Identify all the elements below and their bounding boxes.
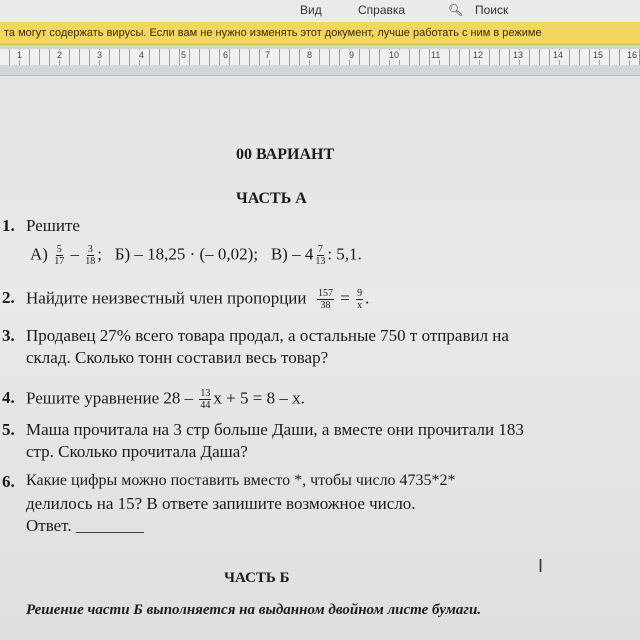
menu-bar [0,0,640,23]
q1-a-fraction-2 [85,244,95,267]
ruler-mark: 15 [593,50,604,60]
q1-number: 1. [2,216,15,235]
ruler-mark: 7 [265,50,271,60]
protected-view-bar [0,22,640,45]
q1-a-end: ; [97,244,102,264]
document-page[interactable] [0,76,640,640]
ruler-mark: 12 [473,50,484,60]
q4-prefix: Решите уравнение 28 – [26,388,194,408]
ruler-mark: 11 [431,50,441,60]
q1-a-minus: – [70,244,79,264]
fraction-numerator: 9 [357,288,363,299]
ruler-mark: 6 [223,50,229,60]
ruler-mark: 2 [57,50,63,60]
ruler[interactable] [0,45,640,76]
part-b-note: Решение части Б выполняется на выданном двойном листе бумаги. [26,602,482,618]
ruler-mark: 4 [139,50,145,60]
q5-number: 5. [2,420,15,439]
q5-line-2: стр. Сколько прочитала Даша? [26,442,248,461]
q1-c-fraction [315,244,325,267]
ruler-mark: 16 [627,50,638,60]
q4-line [26,388,305,411]
q2-line [26,288,369,311]
fraction-denominator: x [357,300,363,311]
q1-a-label: А) [30,244,48,264]
q4-suffix: x + 5 = 8 – x. [213,388,305,408]
q6-answer: Ответ. ________ [26,516,144,535]
fraction-numerator: 157 [318,288,333,299]
part-b-heading: ЧАСТЬ Б [224,570,290,586]
fraction-denominator: 18 [85,256,96,267]
q6-number: 6. [2,472,15,491]
q3-line-1: Продавец 27% всего товара продал, а остальные 750 т отправил на [26,326,509,345]
ruler-mark: 10 [389,50,400,60]
fraction-denominator: 13 [315,256,326,267]
fraction-denominator: 38 [320,300,331,311]
q4-fraction [199,388,211,411]
ruler-mark: 1 [17,50,23,60]
ruler-mark: 8 [307,50,313,60]
ruler-mark: 14 [553,50,564,60]
q4-number: 4. [2,388,15,407]
q2-fraction-2 [356,288,363,311]
part-a-heading: ЧАСТЬ А [236,190,307,207]
q6-line-2: делилось на 15? В ответе запишите возможное число. [26,494,416,513]
ruler-mark: 9 [349,50,355,60]
q3-number: 3. [2,326,15,345]
text-cursor-icon: I [538,556,544,576]
q2-number: 2. [2,288,15,307]
fraction-numerator: 5 [56,244,62,255]
q5-line-1: Маша прочитала на 3 стр больше Даши, а вместе они прочитали 183 [26,420,524,439]
q2-end: . [365,288,370,308]
q2-fraction-1 [317,288,334,311]
q1-c-prefix: В) – 4 [270,244,314,264]
q1-a-fraction-1 [54,244,64,267]
q3-line-2: склад. Сколько тонн составил весь товар? [26,348,329,367]
fraction-numerator: 13 [200,388,211,399]
fraction-denominator: 17 [54,256,65,267]
q2-text: Найдите неизвестный член пропорции [26,288,307,308]
ruler-mark: 13 [513,50,524,60]
q1-text: Решите [26,216,80,235]
q6-line-1: Какие цифры можно поставить вместо *, чтобы число 4735*2* [26,472,456,489]
fraction-denominator: 44 [200,400,211,411]
q1-b-expression: Б) – 18,25 · (– 0,02); [114,244,259,264]
variant-title: 00 ВАРИАНТ [236,146,335,163]
fraction-numerator: 7 [317,244,323,255]
menu-search[interactable]: Поиск [475,3,509,17]
q2-equals: = [340,288,350,308]
protected-view-message: та могут содержать вирусы. Если вам не нужно изменять этот документ, лучше работать с ним в режиме [4,27,542,39]
q1-expression [30,244,362,267]
menu-help[interactable]: Справка [358,3,406,17]
search-icon[interactable]: 🔍︎ [448,3,464,17]
ruler-mark: 3 [97,50,103,60]
fraction-numerator: 3 [87,244,93,255]
q1-c-suffix: : 5,1. [327,244,362,264]
menu-view[interactable]: Вид [300,3,322,17]
ruler-mark: 5 [181,50,187,60]
